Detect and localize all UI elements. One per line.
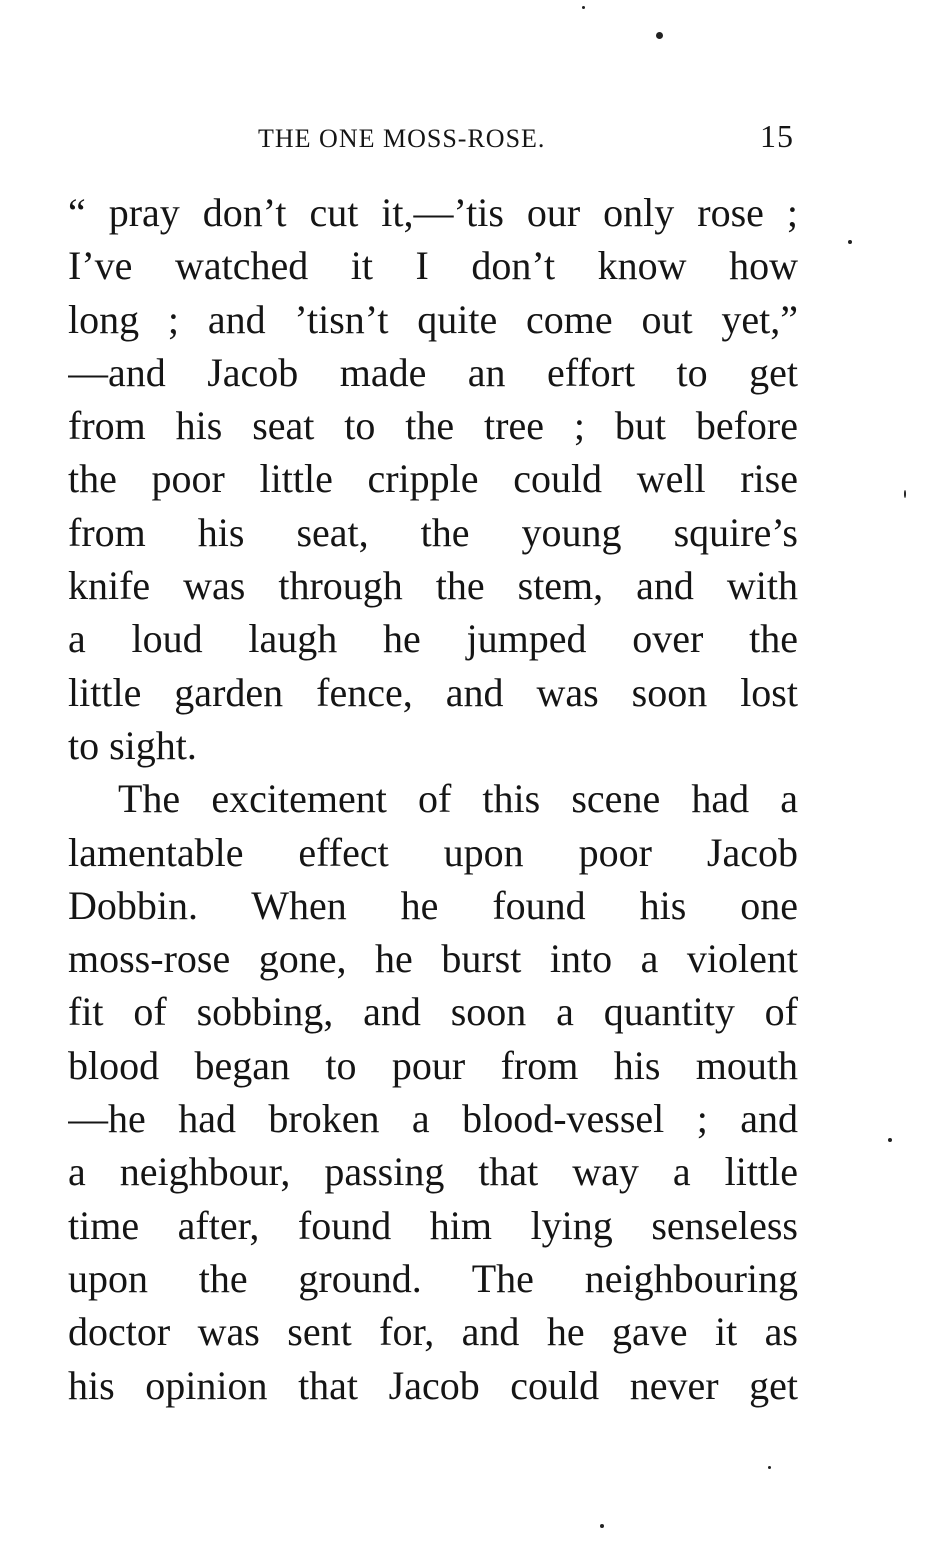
text-line: blood began to pour from his mouth bbox=[68, 1042, 798, 1088]
running-head bbox=[258, 118, 798, 158]
text-line: from his seat to the tree ; but before bbox=[68, 403, 798, 449]
text-line: to sight. bbox=[68, 722, 197, 768]
body-text bbox=[68, 186, 798, 1412]
scan-speck bbox=[768, 1466, 771, 1469]
scan-speck bbox=[888, 1138, 892, 1142]
scan-speck bbox=[848, 240, 852, 244]
text-line: a neighbour, passing that way a little bbox=[68, 1149, 798, 1195]
text-line: long ; and ’tisn’t quite come out yet,” bbox=[68, 296, 798, 342]
scan-speck bbox=[656, 32, 663, 39]
running-title: THE ONE MOSS-ROSE. bbox=[258, 124, 546, 153]
text-line: from his seat, the young squire’s bbox=[68, 509, 798, 555]
text-line: a loud laugh he jumped over the bbox=[68, 616, 798, 662]
text-line: little garden fence, and was soon lost bbox=[68, 669, 798, 715]
scan-speck bbox=[582, 6, 585, 9]
scan-speck bbox=[904, 490, 906, 498]
text-line: knife was through the stem, and with bbox=[68, 563, 798, 609]
text-line: Dobbin. When he found his one bbox=[68, 882, 798, 928]
scan-speck bbox=[600, 1524, 604, 1528]
text-line: The excitement of this scene had a bbox=[118, 776, 798, 822]
text-line: his opinion that Jacob could never get bbox=[68, 1362, 798, 1408]
text-line: —he had broken a blood-vessel ; and bbox=[68, 1096, 798, 1142]
text-line: moss-rose gone, he burst into a violent bbox=[68, 936, 798, 982]
text-line: the poor little cripple could well rise bbox=[68, 456, 798, 502]
text-line: “ pray don’t cut it,—’tis our only rose ; bbox=[68, 190, 798, 235]
text-line: doctor was sent for, and he gave it as bbox=[68, 1309, 798, 1355]
page-number: 15 bbox=[760, 118, 794, 154]
text-line: —and Jacob made an effort to get bbox=[68, 349, 798, 395]
text-line: upon the ground. The neighbouring bbox=[68, 1255, 798, 1301]
text-line: fit of sobbing, and soon a quantity of bbox=[68, 989, 798, 1035]
text-line: lamentable effect upon poor Jacob bbox=[68, 829, 798, 875]
text-line: I’ve watched it I don’t know how bbox=[68, 243, 798, 289]
text-line: time after, found him lying senseless bbox=[68, 1202, 798, 1248]
